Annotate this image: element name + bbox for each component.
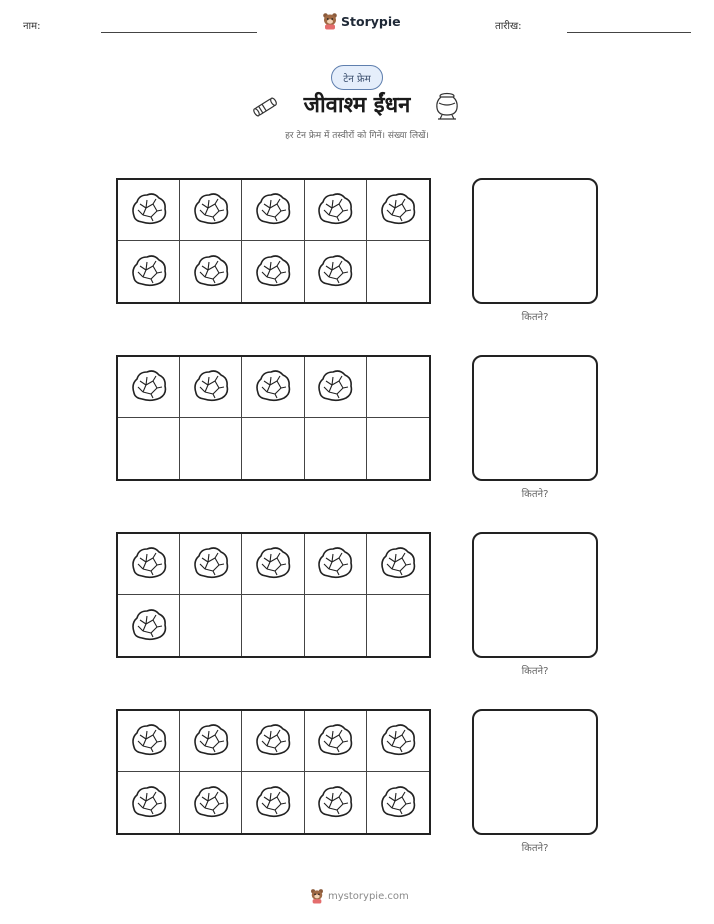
ten-frame [116,709,431,835]
answer-box[interactable] [472,355,598,481]
coal-rock-icon [315,783,355,823]
answer-box[interactable] [472,178,598,304]
coal-rock-icon [378,544,418,584]
footer [310,888,409,904]
ten-frame-cell [242,241,304,302]
page-title: जीवाश्म ईंधन [303,93,411,118]
answer-label: कितने? [521,312,549,323]
ten-frame-cell [305,772,367,833]
coal-rock-icon [315,367,355,407]
answer-label: कितने? [521,666,549,677]
coal-rock-icon [129,721,169,761]
coal-rock-icon [191,783,231,823]
oil-pot-icon [433,91,461,121]
ten-frame-cell [305,357,367,418]
instructions: हर टेन फ्रेम में तस्वीरों को गिनें। संख्या लिखें। [285,131,429,141]
ten-frame-cell [242,418,304,479]
date-label: तारीख: [495,21,522,32]
ten-frame-cell [180,241,242,302]
ten-frame-cell [305,418,367,479]
coal-rock-icon [191,367,231,407]
name-line[interactable] [101,32,257,33]
coal-rock-icon [253,544,293,584]
ten-frame-cell [118,534,180,595]
ten-frame-cell [305,534,367,595]
ten-frame-cell [118,711,180,772]
name-label: नाम: [23,21,41,32]
coal-rock-icon [191,544,231,584]
coal-rock-icon [378,190,418,230]
ten-frame-cell [367,418,429,479]
ten-frame-cell [118,357,180,418]
coal-rock-icon [315,190,355,230]
ten-frame-cell [180,772,242,833]
brand-name: Storypie [341,13,401,29]
ten-frame-cell [118,772,180,833]
bear-mascot-icon [322,12,338,30]
coal-rock-icon [315,721,355,761]
topic-badge: टेन फ्रेम [331,65,383,90]
ten-frame-cell [242,595,304,656]
ten-frame [116,178,431,304]
ten-frame-cell [367,595,429,656]
ten-frame-cell [367,180,429,241]
brand-logo [322,12,401,30]
coal-rock-icon [378,721,418,761]
bear-mascot-icon [310,888,324,904]
coal-rock-icon [315,252,355,292]
coal-rock-icon [129,367,169,407]
answer-label: कितने? [521,489,549,500]
ten-frame-cell [367,241,429,302]
ten-frame-cell [305,241,367,302]
ten-frame-cell [242,357,304,418]
answer-label: कितने? [521,843,549,854]
coal-rock-icon [253,367,293,407]
coal-rock-icon [253,721,293,761]
ten-frame-cell [118,418,180,479]
ten-frame-cell [118,595,180,656]
coal-rock-icon [253,252,293,292]
footer-site: mystorypie.com [328,890,409,902]
ten-frame-cell [180,180,242,241]
ten-frame [116,532,431,658]
ten-frame-cell [367,711,429,772]
coal-rock-icon [191,190,231,230]
ten-frame-cell [180,711,242,772]
ten-frame-cell [180,534,242,595]
coal-rock-icon [129,252,169,292]
ten-frame-cell [242,180,304,241]
coal-rock-icon [129,544,169,584]
ten-frame-cell [367,534,429,595]
ten-frame-cell [180,418,242,479]
coal-rock-icon [129,190,169,230]
coal-rock-icon [253,190,293,230]
coal-rock-icon [129,606,169,646]
ten-frame-cell [118,241,180,302]
date-line[interactable] [567,32,691,33]
coal-rock-icon [129,783,169,823]
coal-rock-icon [253,783,293,823]
coal-rock-icon [191,721,231,761]
ten-frame-cell [242,534,304,595]
ten-frame-cell [242,711,304,772]
ten-frame-cell [118,180,180,241]
ten-frame-cell [242,772,304,833]
answer-box[interactable] [472,709,598,835]
coal-rock-icon [191,252,231,292]
ten-frame-cell [367,357,429,418]
coal-rock-icon [315,544,355,584]
ten-frame-cell [305,180,367,241]
coal-rock-icon [378,783,418,823]
answer-box[interactable] [472,532,598,658]
ten-frame-cell [180,595,242,656]
ten-frame-cell [180,357,242,418]
ten-frame [116,355,431,481]
ten-frame-cell [305,711,367,772]
ten-frame-cell [367,772,429,833]
ten-frame-cell [305,595,367,656]
